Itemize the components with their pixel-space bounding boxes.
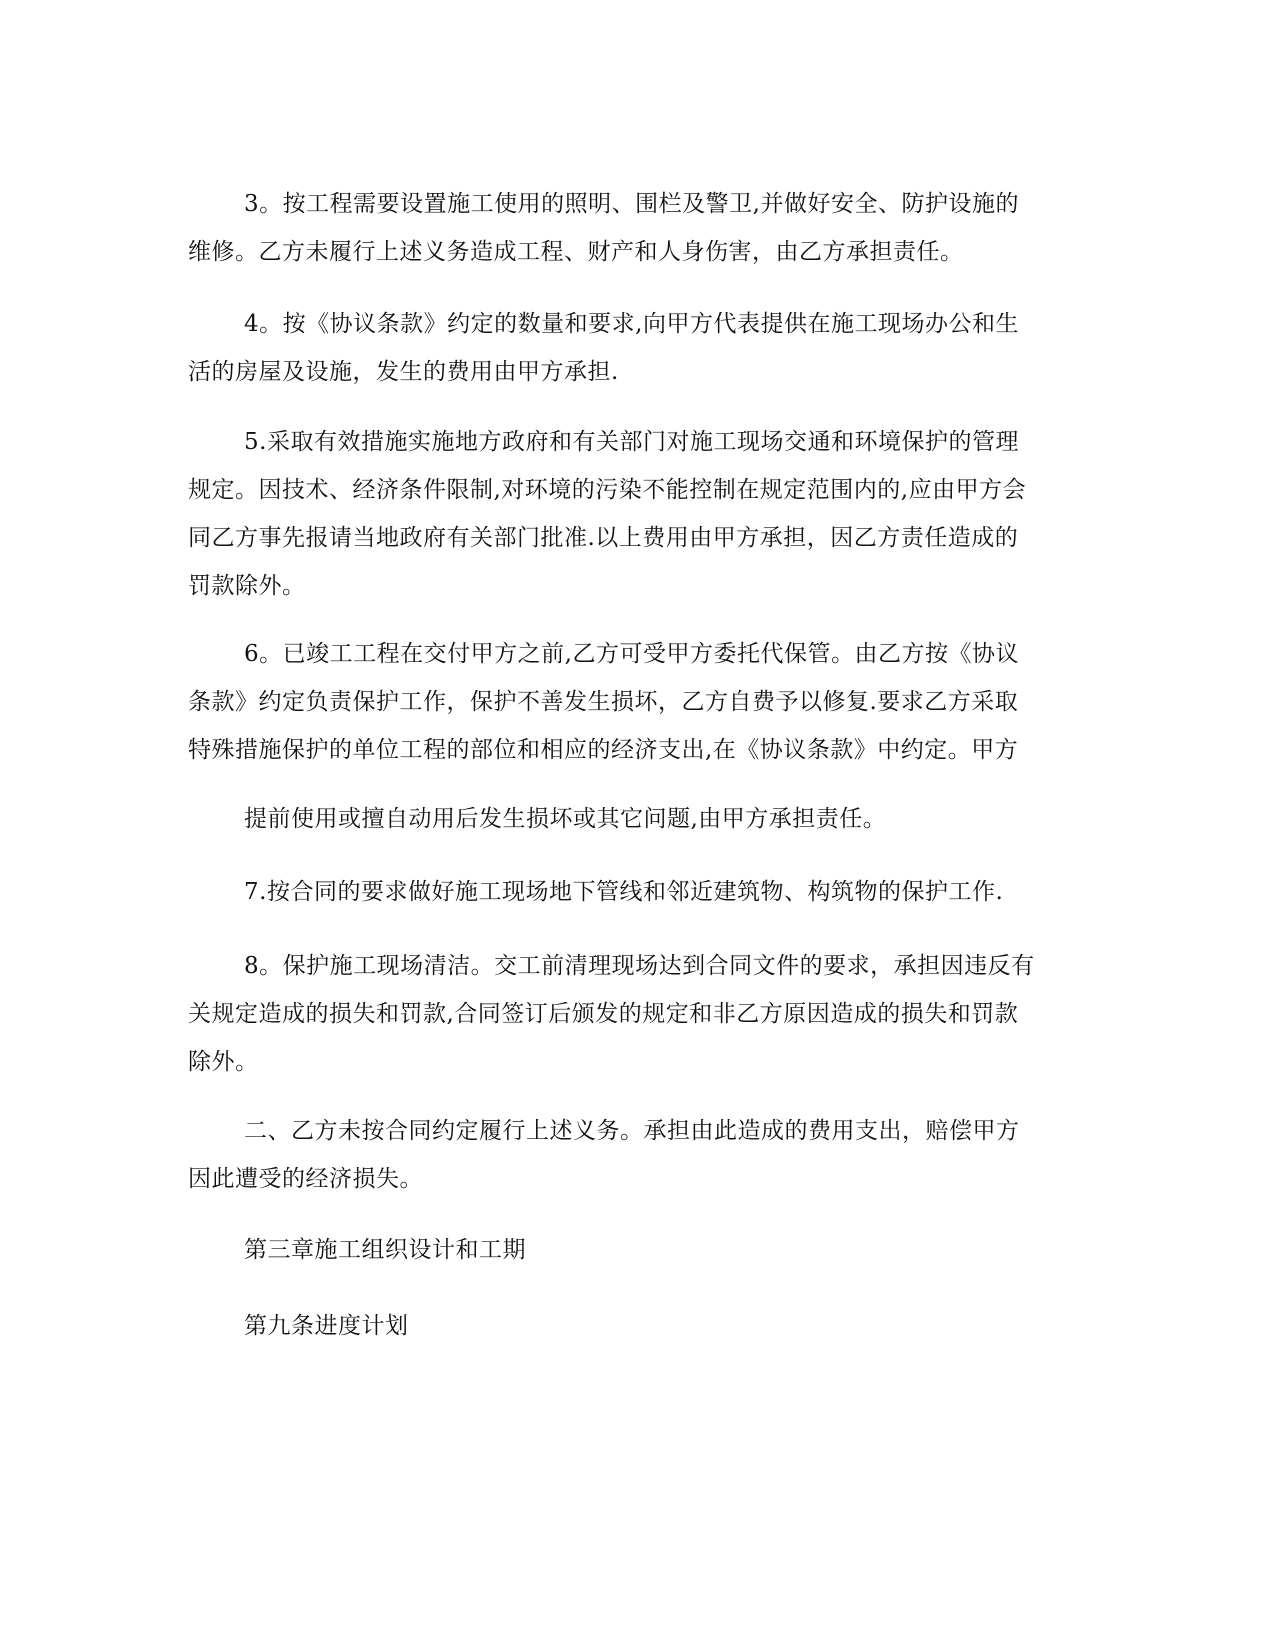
- clause-6-continued-line-1: 提前使用或擅自动用后发生损坏或其它问题,由甲方承担责任。: [244, 806, 887, 832]
- clause-4-line-2: 活的房屋及设施，发生的费用由甲方承担.: [188, 359, 619, 385]
- clause-5-line-3: 同乙方事先报请当地政府有关部门批准.以上费用由甲方承担，因乙方责任造成的: [188, 525, 1019, 551]
- clause-6-continued: [188, 795, 1088, 843]
- clause-4-line-1: 4。按《协议条款》约定的数量和要求,向甲方代表提供在施工现场办公和生: [244, 311, 1019, 337]
- clause-5-line-1: 5.采取有效措施实施地方政府和有关部门对施工现场交通和环境保护的管理: [244, 429, 1019, 455]
- clause-8: [188, 942, 1088, 1086]
- clause-8-line-3: 除外。: [188, 1049, 259, 1075]
- section-2-line-2: 因此遭受的经济损失。: [188, 1166, 423, 1192]
- clause-6: [188, 630, 1088, 774]
- chapter-3-heading: [188, 1226, 1088, 1274]
- article-9-title: 第九条进度计划: [244, 1313, 409, 1339]
- clause-6-line-2: 条款》约定负责保护工作，保护不善发生损坏，乙方自费予以修复.要求乙方采取: [188, 689, 1019, 715]
- clause-7-line-1: 7.按合同的要求做好施工现场地下管线和邻近建筑物、构筑物的保护工作.: [244, 879, 1004, 905]
- chapter-3-title: 第三章施工组织设计和工期: [244, 1237, 526, 1263]
- clause-6-line-1: 6。已竣工工程在交付甲方之前,乙方可受甲方委托代保管。由乙方按《协议: [244, 641, 1019, 667]
- clause-3-line-2: 维修。乙方未履行上述义务造成工程、财产和人身伤害，由乙方承担责任。: [188, 239, 964, 265]
- clause-5: [188, 418, 1088, 610]
- clause-6-line-3: 特殊措施保护的单位工程的部位和相应的经济支出,在《协议条款》中约定。甲方: [188, 737, 1019, 763]
- clause-3-line-1: 3。按工程需要设置施工使用的照明、围栏及警卫,并做好安全、防护设施的: [244, 191, 1019, 217]
- section-2-line-1: 二、乙方未按合同约定履行上述义务。承担由此造成的费用支出，赔偿甲方: [244, 1118, 1020, 1144]
- article-9-heading: [188, 1302, 1088, 1350]
- clause-7: [188, 868, 1088, 916]
- clause-8-line-2: 关规定造成的损失和罚款,合同签订后颁发的规定和非乙方原因造成的损失和罚款: [188, 1001, 1019, 1027]
- clause-5-line-4: 罚款除外。: [188, 573, 306, 599]
- clause-5-line-2: 规定。因技术、经济条件限制,对环境的污染不能控制在规定范围内的,应由甲方会: [188, 477, 1027, 503]
- clause-4: [188, 300, 1088, 396]
- section-2-obligation: [188, 1107, 1088, 1203]
- clause-8-line-1: 8。保护施工现场清洁。交工前清理现场达到合同文件的要求，承担因违反有: [244, 953, 1035, 979]
- clause-3: [188, 180, 1088, 276]
